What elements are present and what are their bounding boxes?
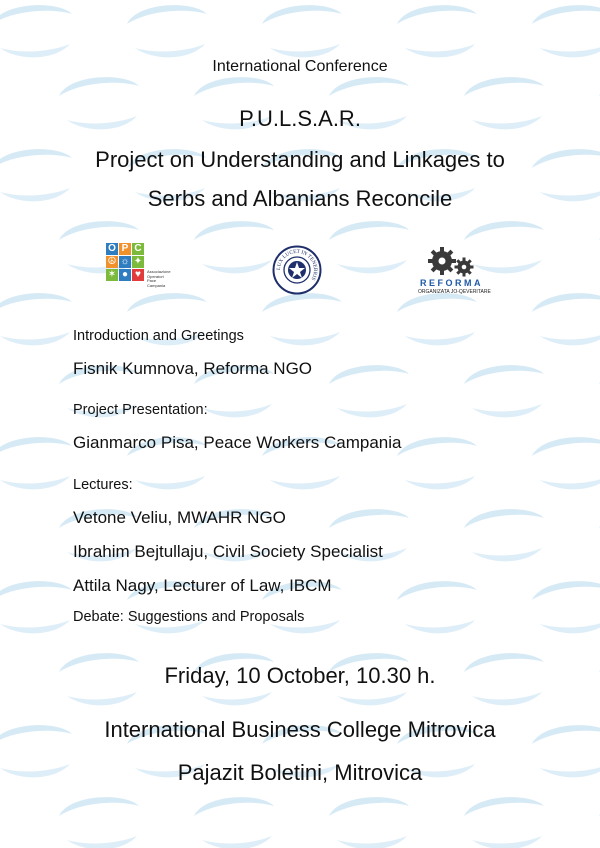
swirl-shape bbox=[472, 548, 542, 561]
swirl-shape bbox=[464, 77, 544, 96]
swirl-shape bbox=[127, 293, 207, 312]
swirl-shape bbox=[532, 581, 600, 600]
opc-logo bbox=[106, 243, 201, 291]
swirl-shape bbox=[270, 476, 340, 489]
swirl-shape bbox=[270, 332, 340, 345]
swirl-shape bbox=[0, 5, 72, 24]
opc-caption-line: Pace bbox=[147, 278, 157, 283]
swirl-shape bbox=[337, 404, 407, 417]
swirl-shape bbox=[337, 260, 407, 273]
swirl-shape bbox=[540, 620, 600, 633]
swirl-shape bbox=[540, 44, 600, 57]
swirl-shape bbox=[127, 5, 207, 24]
swirl-shape bbox=[532, 437, 600, 456]
swirl-shape bbox=[329, 509, 409, 528]
seal-motto: LUX LUCET IN TENEBRIS bbox=[275, 248, 319, 282]
swirl-shape bbox=[202, 692, 272, 705]
swirl-shape bbox=[532, 5, 600, 24]
event-datetime: Friday, 10 October, 10.30 h. bbox=[164, 663, 436, 688]
opc-letter-c: C bbox=[132, 243, 144, 255]
swirl-shape bbox=[405, 476, 475, 489]
swirl-shape bbox=[0, 620, 70, 633]
swirl-shape bbox=[202, 404, 272, 417]
lecturer-item: Ibrahim Bejtullaju, Civil Society Specialist bbox=[73, 542, 383, 561]
swirl-shape bbox=[0, 476, 70, 489]
college-seal-logo bbox=[272, 245, 322, 295]
swirl-shape bbox=[472, 404, 542, 417]
swirl-shape bbox=[262, 5, 342, 24]
swirl-shape bbox=[194, 221, 274, 240]
opc-caption-line: Campania bbox=[147, 282, 166, 288]
swirl-shape bbox=[397, 437, 477, 456]
presentation-speaker: Gianmarco Pisa, Peace Workers Campania bbox=[73, 433, 402, 452]
swirl-shape bbox=[405, 332, 475, 345]
swirl-shape bbox=[59, 77, 139, 96]
swirl-shape bbox=[135, 476, 205, 489]
opc-caption bbox=[147, 270, 171, 288]
swirl-shape bbox=[59, 797, 139, 816]
reforma-wordmark: REFORMA bbox=[420, 278, 483, 288]
swirl-shape bbox=[397, 5, 477, 24]
lecturer-item: Attila Nagy, Lecturer of Law, IBCM bbox=[73, 576, 332, 595]
opc-dove-icon: ✦ bbox=[133, 256, 143, 267]
swirl-shape bbox=[464, 509, 544, 528]
swirl-shape bbox=[135, 44, 205, 57]
swirl-shape bbox=[329, 77, 409, 96]
opc-caption-line: Associazione bbox=[147, 269, 171, 274]
project-title-line-1: Project on Understanding and Linkages to bbox=[95, 147, 505, 172]
swirl-shape bbox=[397, 581, 477, 600]
opc-person-icon: ✶ bbox=[107, 269, 117, 280]
swirl-shape bbox=[540, 476, 600, 489]
swirl-shape bbox=[67, 836, 137, 848]
lecturer-item: Vetone Veliu, MWAHR NGO bbox=[73, 508, 286, 527]
swirl-shape bbox=[0, 332, 70, 345]
event-venue: International Business College Mitrovica bbox=[104, 717, 496, 742]
swirl-shape bbox=[337, 836, 407, 848]
swirl-shape bbox=[532, 293, 600, 312]
opc-letter-p: P bbox=[119, 243, 131, 255]
project-title-line-2: Serbs and Albanians Reconcile bbox=[147, 186, 453, 211]
swirl-shape bbox=[464, 797, 544, 816]
project-acronym: P.U.L.S.A.R. bbox=[239, 106, 361, 131]
swirl-shape bbox=[194, 77, 274, 96]
lectures-label: Lectures: bbox=[73, 477, 133, 493]
swirl-shape bbox=[67, 692, 137, 705]
swirl-shape bbox=[405, 620, 475, 633]
event-address: Pajazit Boletini, Mitrovica bbox=[177, 760, 423, 785]
swirl-shape bbox=[59, 221, 139, 240]
opc-globe-icon: ● bbox=[119, 269, 131, 281]
swirl-shape bbox=[329, 797, 409, 816]
swirl-shape bbox=[405, 44, 475, 57]
opc-heart-icon: ♥ bbox=[132, 269, 144, 281]
gears-icon bbox=[424, 244, 484, 278]
debate-label: Debate: Suggestions and Proposals bbox=[73, 609, 305, 625]
reforma-subtitle: ORGANIZATA JO-QEVERITARE bbox=[418, 289, 491, 295]
swirl-shape bbox=[0, 581, 72, 600]
swirl-shape bbox=[329, 365, 409, 384]
conference-kicker: International Conference bbox=[212, 58, 388, 75]
swirl-shape bbox=[464, 221, 544, 240]
swirl-shape bbox=[270, 44, 340, 57]
reforma-logo bbox=[412, 244, 522, 296]
swirl-shape bbox=[540, 332, 600, 345]
opc-sun-icon: ☼ bbox=[120, 256, 130, 267]
opc-peace-icon: ☮ bbox=[107, 256, 117, 267]
intro-speaker: Fisnik Kumnova, Reforma NGO bbox=[73, 359, 313, 378]
swirl-shape bbox=[0, 293, 72, 312]
presentation-label: Project Presentation: bbox=[73, 402, 208, 418]
swirl-shape bbox=[472, 836, 542, 848]
swirl-shape bbox=[262, 293, 342, 312]
swirl-shape bbox=[0, 437, 72, 456]
swirl-shape bbox=[202, 260, 272, 273]
swirl-shape bbox=[202, 836, 272, 848]
swirl-shape bbox=[337, 692, 407, 705]
swirl-shape bbox=[194, 797, 274, 816]
opc-letter-o: O bbox=[106, 243, 118, 255]
intro-label: Introduction and Greetings bbox=[73, 328, 244, 344]
swirl-shape bbox=[472, 692, 542, 705]
swirl-shape bbox=[329, 221, 409, 240]
opc-caption-line: Operatori bbox=[147, 273, 164, 279]
swirl-shape bbox=[0, 44, 70, 57]
swirl-shape bbox=[464, 365, 544, 384]
